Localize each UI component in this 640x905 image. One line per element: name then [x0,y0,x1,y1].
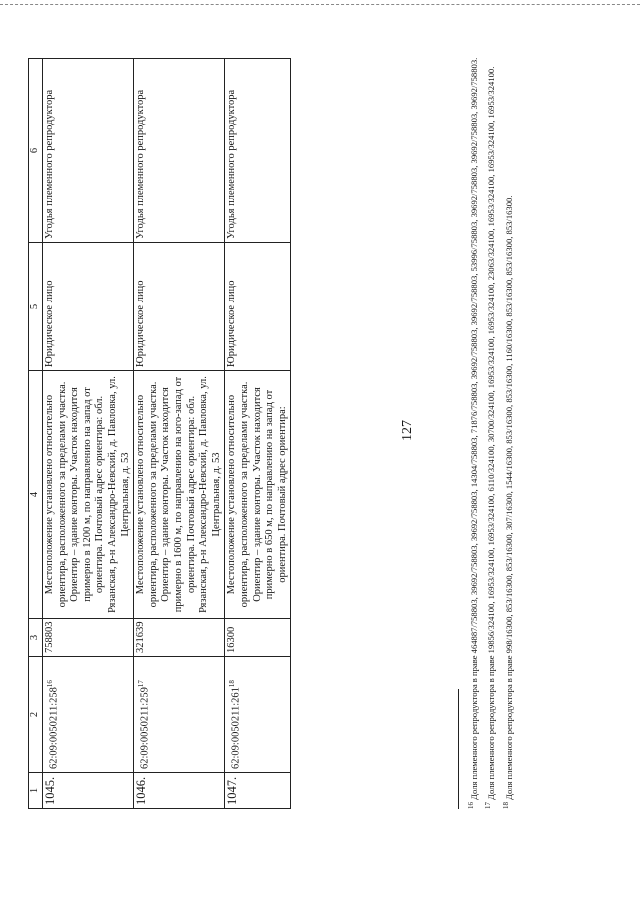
location-cell: Местоположение установлено относительно ориентира, расположенного за пределами участка. Ориентир – здание конторы. Участок находится примерно в 1200 м, по направлению на запад от ориентира. Почтовый адрес ориентира: обл. Рязанская, р-н Александро-Невский, д. Павловка, ул. Центральная, д. 53 [43,371,134,619]
cadastral-number: 62:09:0050211:261 [230,687,242,769]
table-row [43,59,134,809]
column-header: 4 [29,371,43,619]
right-holder-cell: Юридическое лицо [134,243,225,371]
footnote-ref: 18 [228,680,237,688]
category-cell: Угодья племенного репродуктора [43,59,134,243]
area-cell: 16300 [225,619,291,657]
footnote-ref: 16 [46,680,54,688]
page-number: 127 [400,420,415,441]
category-cell: Угодья племенного репродуктора [225,59,291,243]
footnote [483,19,497,809]
table-row [134,59,225,809]
footnote-separator [458,689,459,809]
column-header: 1 [29,773,43,809]
header-row [29,59,43,809]
location-cell: Местоположение установлено относительно ориентира, расположенного за пределами участка. Ориентир – здание конторы. Участок находится примерно в 1600 м, по направлению на юго-запад от ориентира. Почтовый адрес ориентира: обл. Рязанская, р-н Александро-Невский, д. Павловка, ул. Центральная, д. 53 [134,371,225,619]
footnote-text: Доля племенного репродуктора в праве 19856/324100, 16953/324100, 16953/324100, 6110/324100, 30700/324100, 16953/324100, 16953/324100, 23063/324100, 16953/324100, 16953/324100, 16953/324100. [486,66,497,800]
footnote [466,19,480,809]
column-header: 6 [29,59,43,243]
column-header: 3 [29,619,43,657]
land-plots-table [28,58,291,809]
row-number: 1047. [225,773,291,809]
footnote-ref: 17 [137,680,146,688]
area-cell: 758803 [43,619,134,657]
footnote-marker: 17 [484,802,493,809]
cadastral-number: 62:09:0050211:259 [139,687,151,769]
category-cell: Угодья племенного репродуктора [134,59,225,243]
footnote-text: Доля племенного репродуктора в праве 464887/758803, 39692/758803, 39692/758803, 14304/758803, 71876/758803, 39692/758803, 39692/758803, 53996/758803, 39692/758803, 39692/758803, 39692/758803. [468,57,479,800]
area-cell: 321639 [134,619,225,657]
right-holder-cell: Юридическое лицо [225,243,291,371]
footnote [501,19,515,809]
cadastral-number-cell [225,657,291,773]
column-header: 2 [29,657,43,773]
footnote-marker: 16 [467,802,475,809]
cadastral-number-cell [134,657,225,773]
column-header: 5 [29,243,43,371]
table-row [225,59,291,809]
footnote-text: Доля племенного репродуктора в праве 998/16300, 853/16300, 853/16300, 307/16300, 1544/16300, 853/16300, 853/16300, 1160/16300, 853/16300, 853/16300, 853/16300. [503,195,514,800]
location-cell: Местоположение установлено относительно ориентира, расположенного за пределами участка. Ориентир – здание конторы. Участок находится примерно в 650 м, по направлению на запад от ориентира. Почтовый адрес ориентира: [225,371,291,619]
footnotes [466,19,518,809]
cadastral-number-cell [43,657,134,773]
cadastral-number: 62:09:0050211:258 [48,687,60,769]
row-number: 1046. [134,773,225,809]
row-number: 1045. [43,773,134,809]
right-holder-cell: Юридическое лицо [43,243,134,371]
footnote-marker: 18 [501,802,510,809]
